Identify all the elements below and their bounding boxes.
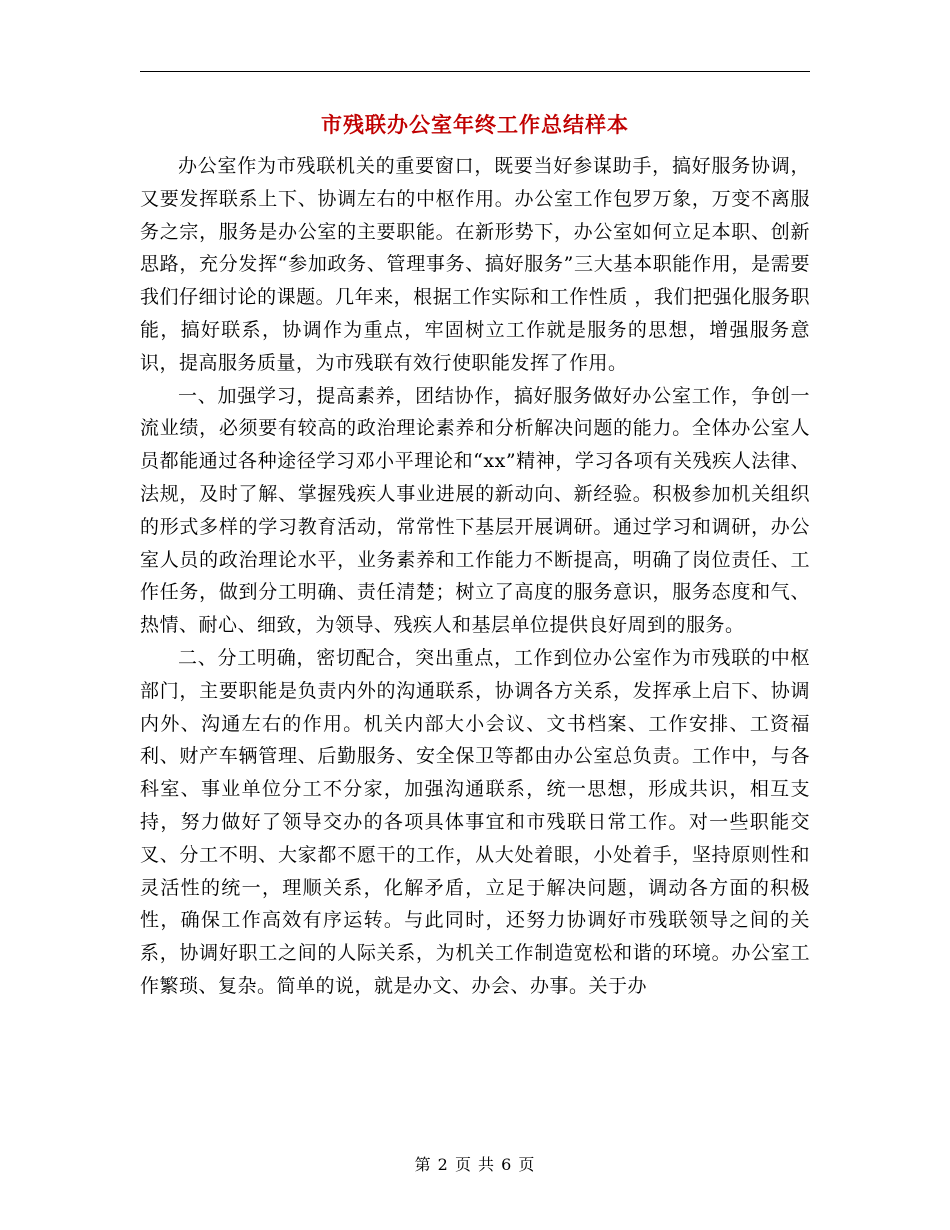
paragraph-section-1: 一、加强学习，提高素养，团结协作，搞好服务做好办公室工作，争创一流业绩，必须要有较高的政治理论素养和分析解决问题的能力。全体办公室人员都能通过各种途径学习邓小平理论和“xx”精神，学习各项有关残疾人法律、法规，及时了解、掌握残疾人事业进展的新动向、新经验。积极参加机关组织的形式多样的学习教育活动，常常性下基层开展调研。通过学习和调研，办公室人员的政治理论水平，业务素养和工作能力不断提高，明确了岗位责任、工作任务，做到分工明确、责任清楚；树立了高度的服务意识，服务态度和气、热情、耐心、细致，为领导、残疾人和基层单位提供良好周到的服务。 xyxy=(140,384,810,637)
document-title: 市残联办公室年终工作总结样本 xyxy=(321,112,629,137)
header-rule xyxy=(140,71,810,72)
document-body xyxy=(140,150,810,1003)
paragraph-section-2: 二、分工明确，密切配合，突出重点，工作到位办公室作为市残联的中枢部门，主要职能是负责内外的沟通联系，协调各方关系，发挥承上启下、协调内外、沟通左右的作用。机关内部大小会议、文书档案、工作安排、工资福利、财产车辆管理、后勤服务、安全保卫等都由办公室总负责。工作中，与各科室、事业单位分工不分家，加强沟通联系，统一思想，形成共识，相互支持，努力做好了领导交办的各项具体事宜和市残联日常工作。对一些职能交叉、分工不明、大家都不愿干的工作，从大处着眼，小处着手，坚持原则性和灵活性的统一，理顺关系，化解矛盾，立足于解决问题，调动各方面的积极性，确保工作高效有序运转。与此同时，还努力协调好市残联领导之间的关系，协调好职工之间的人际关系，为机关工作制造宽松和谐的环境。办公室工作繁琐、复杂。简单的说，就是办文、办会、办事。关于办 xyxy=(140,646,810,997)
page-number-footer: 第 2 页 共 6 页 xyxy=(414,1155,536,1174)
paragraph-intro: 办公室作为市残联机关的重要窗口，既要当好参谋助手，搞好服务协调，又要发挥联系上下、协调左右的中枢作用。办公室工作包罗万象，万变不离服务之宗，服务是办公室的主要职能。在新形势下，办公室如何立足本职、创新思路，充分发挥“参加政务、管理事务、搞好服务”三大基本职能作用，是需要我们仔细讨论的课题。几年来，根据工作实际和工作性质 ，我们把强化服务职能，搞好联系，协调作为重点，牢固树立工作就是服务的思想，增强服务意识，提高服务质量，为市残联有效行使职能发挥了作用。 xyxy=(140,155,810,374)
